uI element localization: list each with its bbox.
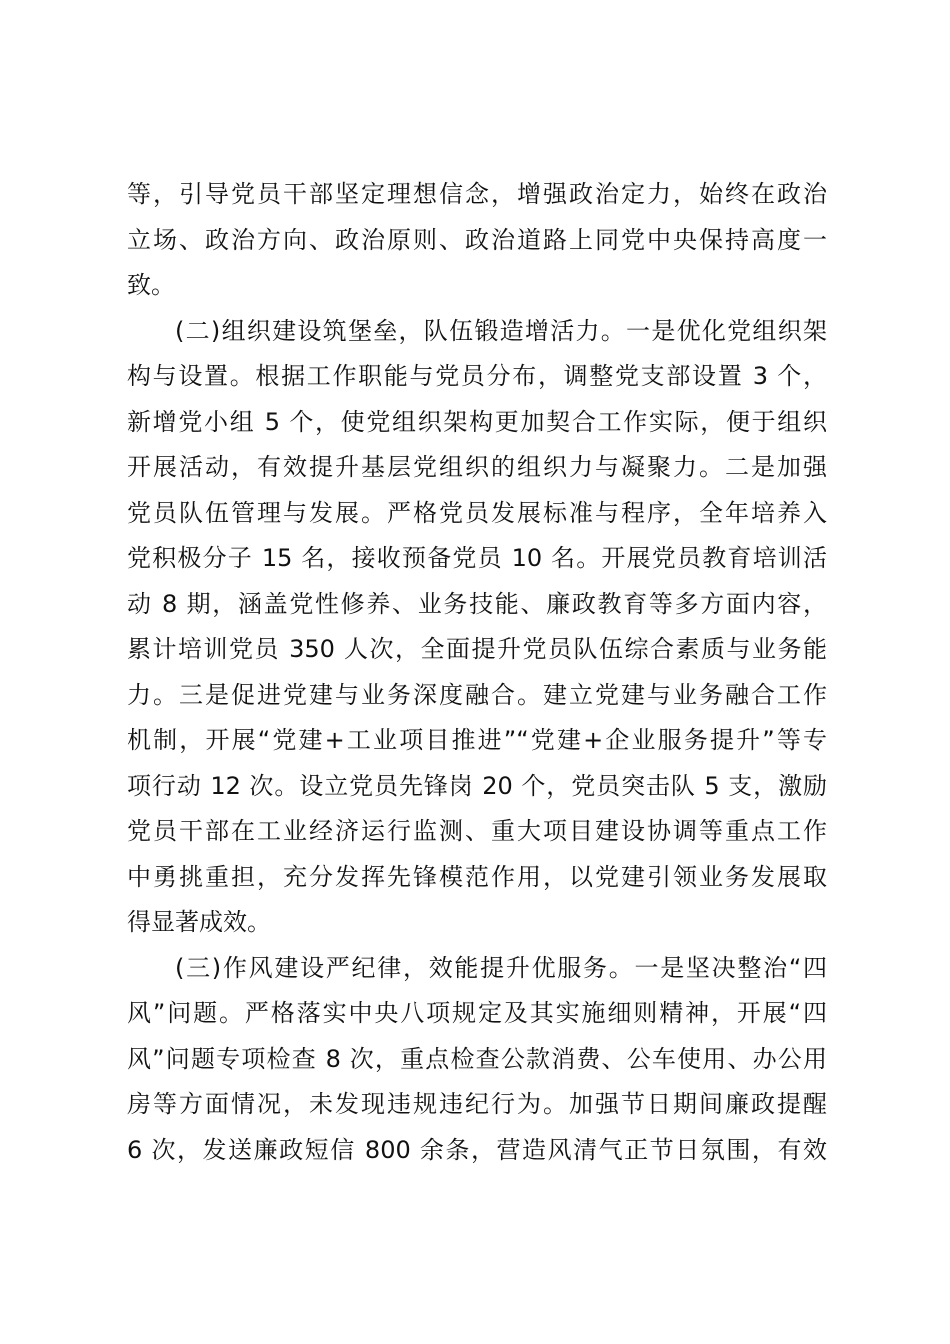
text-line: 项行动 12 次。设立党员先锋岗 20 个，党员突击队 5 支，激励 xyxy=(127,771,827,800)
section-heading-line: (二)组织建设筑堡垒，队伍锻造增活力。一是优化党组织架 xyxy=(175,316,827,345)
text-line: 党积极分子 15 名，接收预备党员 10 名。开展党员教育培训活 xyxy=(127,544,827,572)
text-line: 中勇挑重担，充分发挥先锋模范作用，以党建引领业务发展取 xyxy=(127,862,827,891)
text-line: 党员干部在工业经济运行监测、重大项目建设协调等重点工作 xyxy=(127,817,827,845)
text-line: 致。 xyxy=(127,271,175,299)
text-line: 6 次，发送廉政短信 800 余条，营造风清气正节日氛围，有效 xyxy=(127,1135,827,1164)
text-line: 动 8 期，涵盖党性修养、业务技能、廉政教育等多方面内容， xyxy=(127,589,827,618)
text-line: 累计培训党员 350 人次，全面提升党员队伍综合素质与业务能 xyxy=(127,635,827,663)
text-line: 开展活动，有效提升基层党组织的组织力与凝聚力。二是加强 xyxy=(127,453,827,481)
text-line: 房等方面情况，未发现违规违纪行为。加强节日期间廉政提醒 xyxy=(127,1090,827,1118)
document-body xyxy=(127,172,827,1173)
text-line: 新增党小组 5 个，使党组织架构更加契合工作实际，便于组织 xyxy=(127,407,827,436)
text-line: 机制，开展“党建+工业项目推进”“党建+企业服务提升”等专 xyxy=(127,726,827,754)
text-line: 立场、政治方向、政治原则、政治道路上同党中央保持高度一 xyxy=(127,225,827,254)
text-line: 构与设置。根据工作职能与党员分布，调整党支部设置 3 个， xyxy=(127,362,827,390)
text-line: 风”问题。严格落实中央八项规定及其实施细则精神，开展“四 xyxy=(127,999,827,1027)
text-line: 力。三是促进党建与业务深度融合。建立党建与业务融合工作 xyxy=(127,680,827,709)
text-line: 风”问题专项检查 8 次，重点检查公款消费、公车使用、办公用 xyxy=(127,1044,827,1073)
text-line: 得显著成效。 xyxy=(127,908,271,936)
text-line: 党员队伍管理与发展。严格党员发展标准与程序，全年培养入 xyxy=(127,498,827,527)
text-line: 等，引导党员干部坚定理想信念，增强政治定力，始终在政治 xyxy=(127,180,827,208)
section-heading-line: (三)作风建设严纪律，效能提升优服务。一是坚决整治“四 xyxy=(175,953,827,982)
